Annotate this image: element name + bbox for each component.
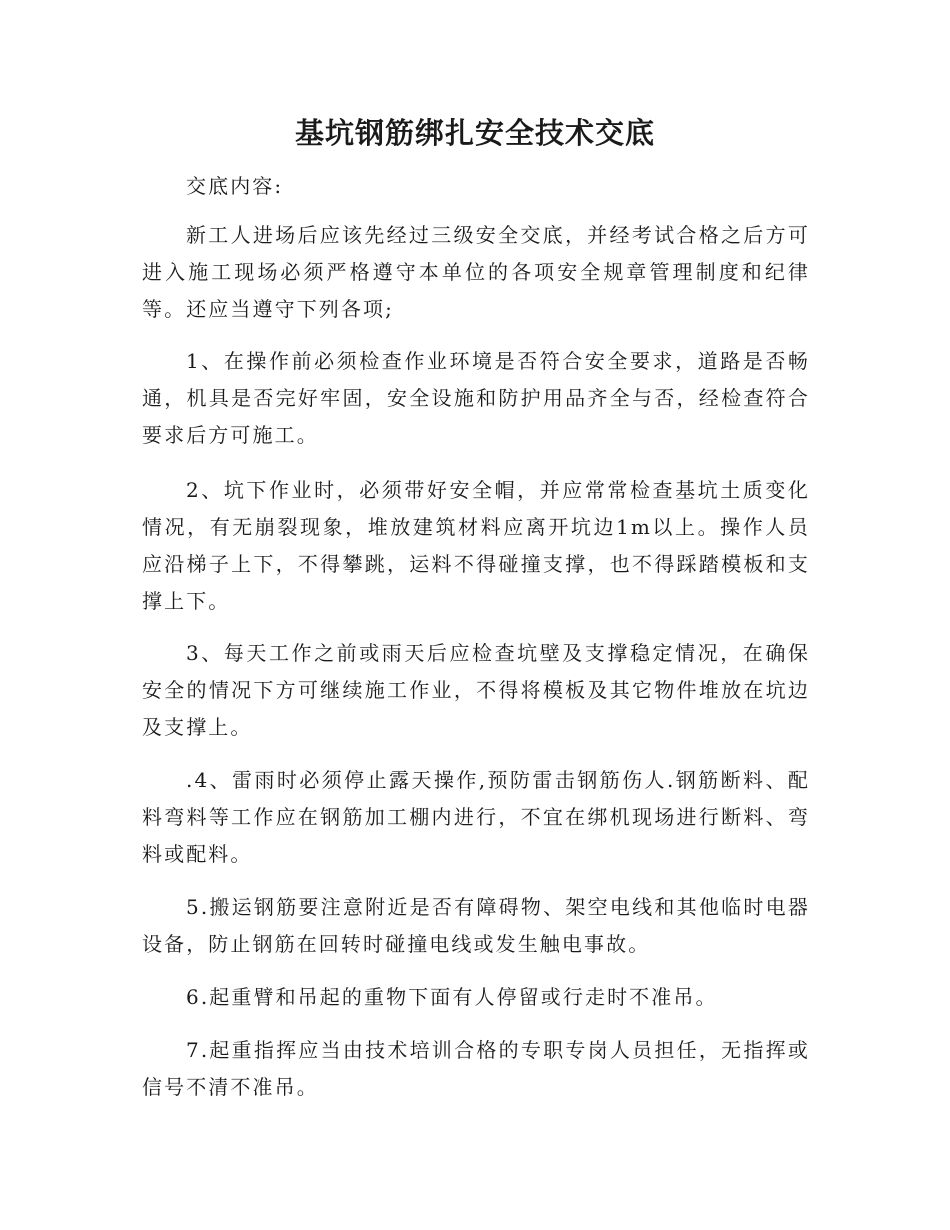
rule-item-6: 6.起重臂和吊起的重物下面有人停留或行走时不准吊。 (186, 985, 718, 1009)
rule-item-5: 5.搬运钢筋要注意附近是否有障碍物、架空电线和其他临时电器设备，防止钢筋在回转时碰撞电线或发生触电事故。 (142, 895, 810, 956)
rule-item-2: 2、坑下作业时，必须带好安全帽，并应常常检查基坑土质变化情况，有无崩裂现象，堆放建筑材料应离开坑边1m以上。操作人员应沿梯子上下，不得攀跳，运料不得碰撞支撑，也不得踩踏模板和支撑上下。 (142, 478, 810, 613)
intro-label: 交底内容: (186, 174, 284, 198)
rule-item-4: .4、雷雨时必须停止露天操作,预防雷击钢筋伤人.钢筋断料、配料弯料等工作应在钢筋加工棚内进行，不宜在绑机现场进行断料、弯料或配料。 (142, 768, 810, 866)
rule-item-1: 1、在操作前必须检查作业环境是否符合安全要求，道路是否畅通，机具是否完好牢固，安全设施和防护用品齐全与否，经检查符合要求后方可施工。 (142, 349, 810, 447)
rule-item-7: 7.起重指挥应当由技术培训合格的专职专岗人员担任，无指挥或信号不清不准吊。 (142, 1038, 810, 1099)
rule-item-3: 3、每天工作之前或雨天后应检查坑壁及支撑稳定情况，在确保安全的情况下方可继续施工作业，不得将模板及其它物件堆放在坑边及支撑上。 (142, 641, 810, 739)
document-title: 基坑钢筋绑扎安全技术交底 (294, 116, 655, 150)
intro-paragraph: 新工人进场后应该先经过三级安全交底，并经考试合格之后方可进入施工现场必须严格遵守本单位的各项安全规章管理制度和纪律等。还应当遵守下列各项; (142, 223, 810, 321)
